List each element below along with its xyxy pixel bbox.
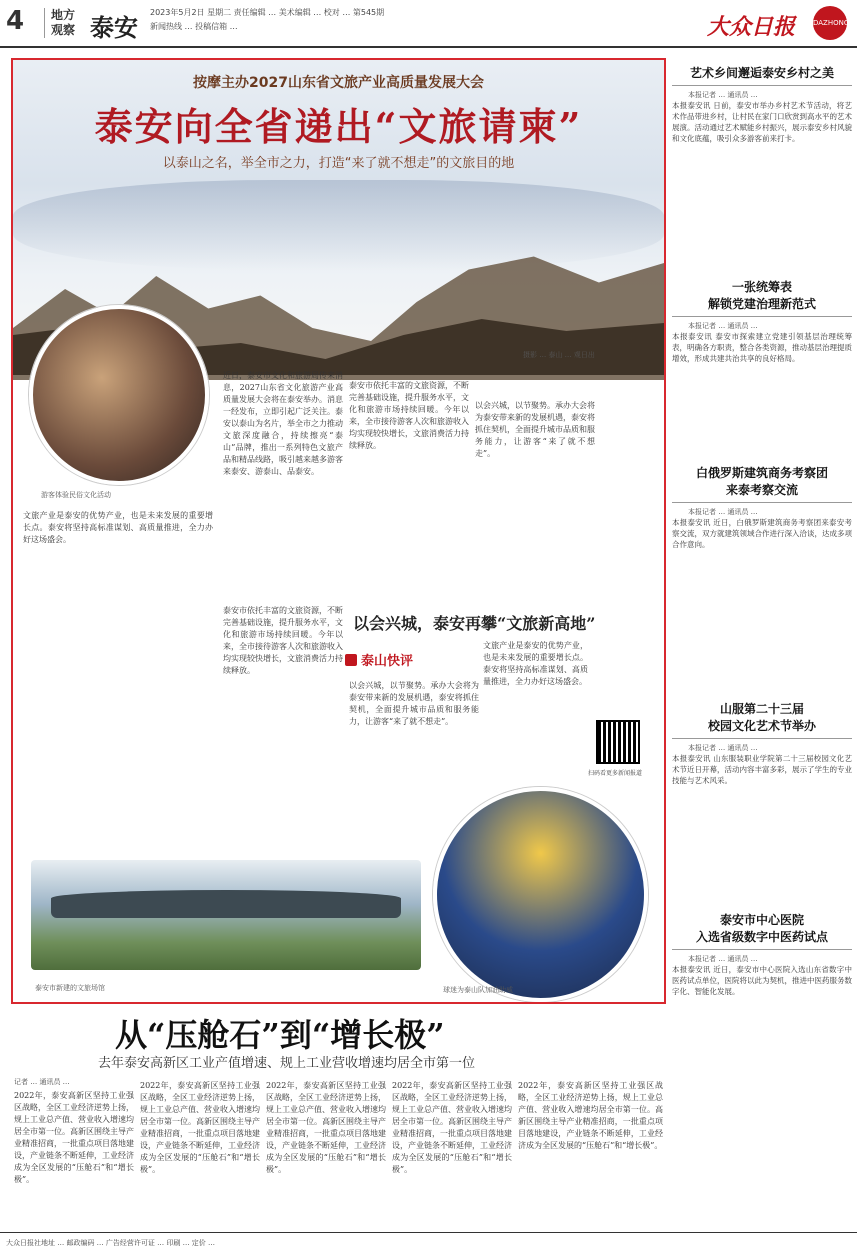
feature-col-left: 文旅产业是泰安的优势产业，也是未来发展的重要增长点。泰安将坚持高标准谋划、高质量推进，全力办好这场盛会。	[23, 511, 213, 544]
qr-caption: 扫码看更多新闻报道	[588, 770, 643, 777]
feature-col3: 以会兴城，以节聚势。承办大会将为泰安带来新的发展机遇，泰安将抓住契机，全面提升城市品质和服务能力，让游客“来了就不想走”。	[475, 401, 595, 458]
feature-kicker: 按摩主办2027山东省文旅产业高质量发展大会	[193, 75, 484, 91]
photo-folk-activity	[29, 305, 209, 485]
bottom-article-byline: 记者 … 通讯员 …	[14, 1078, 70, 1086]
building-roof	[51, 890, 401, 918]
feature-col4: 泰安市依托丰富的文旅资源，不断完善基础设施，提升服务水平，文化和旅游市场持续回暖。今年以来，全市接待游客人次和旅游收入均实现较快增长，文旅消费活力持续释放。	[223, 606, 343, 675]
header-meta-line1: 2023年5月2日 星期二 责任编辑 … 美术编辑 … 校对 … 第545期	[150, 8, 385, 17]
right-article-2-title-2: 解锁党建治理新范式	[707, 297, 816, 311]
page-footer: 大众日报社地址 … 邮政编码 … 广告经营许可证 … 印刷 … 定价 …	[0, 1232, 857, 1252]
right-article-4-body: 本报泰安讯 山东服装职业学院第二十三届校园文化艺术节近日开幕，活动内容丰富多彩，展示了学生的专业技能与艺术风采。	[672, 754, 852, 785]
divider	[672, 85, 852, 86]
bottom-col1: 2022年，泰安高新区坚持工业强区战略，全区工业经济逆势上扬，规上工业总产值、营业收入增速均居全市第一位。高新区围绕主导产业精准招商，一批重点项目落地建设，产业链条不断延伸，工业经济成为全区发展的“压舱石”和“增长极”。	[14, 1091, 134, 1184]
right-article-5-body: 本报泰安讯 近日，泰安市中心医院入选山东省数字中医药试点单位，医院将以此为契机，推进中医药服务数字化、智能化发展。	[672, 965, 852, 996]
divider	[672, 502, 852, 503]
commentary-col2: 文旅产业是泰安的优势产业，也是未来发展的重要增长点。泰安将坚持高标准谋划、高质量推进，全力办好这场盛会。	[483, 641, 588, 686]
photo2-caption: 球迷为泰山队加油助威	[443, 986, 513, 994]
right-article-4-title-2: 校园文化艺术节举办	[707, 719, 816, 733]
right-article-1-body: 本报泰安讯 日前，泰安市举办乡村艺术节活动，将艺术作品带进乡村，让村民在家门口欣赏到高水平的艺术展演。活动通过艺术赋能乡村振兴，展示泰安乡村风貌和文化底蕴，吸引众多游客前来打卡。	[672, 101, 852, 143]
city-name: 泰安	[90, 14, 138, 42]
building-caption: 泰安市新建的文旅场馆	[35, 984, 105, 992]
right-article-3-title-2: 来泰考察交流	[725, 483, 798, 497]
right-article-1-title: 艺术乡间邂逅泰安乡村之美	[689, 66, 834, 80]
page-number: 4	[6, 6, 25, 36]
right-article-2-byline: 本报记者 … 通讯员 …	[688, 322, 758, 330]
feature-title: 泰安向全省递出“文旅请柬”	[94, 104, 583, 149]
feature-mid-heading: 以会兴城，泰安再攀“文旅新高地”	[353, 614, 596, 633]
right-article-4-byline: 本报记者 … 通讯员 …	[688, 744, 758, 752]
right-article-3-byline: 本报记者 … 通讯员 …	[688, 508, 758, 516]
bottom-col2: 2022年，泰安高新区坚持工业强区战略，全区工业经济逆势上扬，规上工业总产值、营业收入增速均居全市第一位。高新区围绕主导产业精准招商，一批重点项目落地建设，产业链条不断延伸，工业经济成为全区发展的“压舱石”和“增长极”。	[140, 1081, 260, 1174]
bottom-col4: 2022年，泰安高新区坚持工业强区战略，全区工业经济逆势上扬，规上工业总产值、营业收入增速均居全市第一位。高新区围绕主导产业精准招商，一批重点项目落地建设，产业链条不断延伸，工业经济成为全区发展的“压舱石”和“增长极”。	[392, 1081, 512, 1174]
photo-football-fans	[433, 787, 648, 1002]
section-name: 地方观察	[44, 8, 82, 38]
divider	[672, 316, 852, 317]
photo1-caption: 游客体验民俗文化活动	[41, 491, 111, 499]
feature-story	[11, 58, 666, 1004]
right-article-3-body: 本报泰安讯 近日，白俄罗斯建筑商务考察团来泰安考察交流，双方就建筑领域合作进行深入洽谈，达成多项合作意向。	[672, 518, 852, 549]
right-article-5-title-1: 泰安市中心医院	[719, 913, 804, 927]
feature-col2: 泰安市依托丰富的文旅资源，不断完善基础设施，提升服务水平，文化和旅游市场持续回暖。今年以来，全市接待游客人次和旅游收入均实现较快增长，文旅消费活力持续释放。	[349, 381, 469, 450]
qr-code[interactable]	[596, 720, 640, 764]
right-article-5-title-2: 入选省级数字中医药试点	[695, 930, 828, 944]
page-header	[0, 0, 857, 48]
logo-mark: DAZHONG	[813, 6, 847, 40]
kuaiping-text: 泰山快评	[361, 654, 414, 669]
feature-subtitle: 以泰山之名，举全市之力，打造“来了就不想走”的文旅目的地	[162, 156, 515, 171]
header-meta	[150, 6, 384, 34]
bottom-col3: 2022年，泰安高新区坚持工业强区战略，全区工业经济逆势上扬，规上工业总产值、营业收入增速均居全市第一位。高新区围绕主导产业精准招商，一批重点项目落地建设，产业链条不断延伸，工业经济成为全区发展的“压舱石”和“增长极”。	[266, 1081, 386, 1174]
hero-caption: 摄影 … 泰山 … 观日出	[523, 351, 595, 359]
divider	[672, 949, 852, 950]
right-article-4-title-1: 山服第二十三届	[719, 702, 804, 716]
header-meta-line2: 新闻热线 … 投稿信箱 …	[150, 22, 238, 31]
bottom-article-title: 从“压舱石”到“增长极”	[115, 1016, 445, 1054]
comment-icon	[345, 654, 357, 666]
sea-of-clouds	[13, 180, 664, 270]
bottom-article-subtitle: 去年泰安高新区工业产值增速、规上工业营收增速均居全市第一位	[98, 1056, 476, 1071]
right-article-5-byline: 本报记者 … 通讯员 …	[688, 955, 758, 963]
photo-venue-building	[31, 860, 421, 970]
kuaiping-label	[345, 650, 413, 669]
commentary-col1: 以会兴城，以节聚势。承办大会将为泰安带来新的发展机遇，泰安将抓住契机，全面提升城市品质和服务能力，让游客“来了就不想走”。	[349, 681, 479, 726]
right-article-3-title-1: 白俄罗斯建筑商务考察团	[695, 466, 828, 480]
right-article-1-byline: 本报记者 … 通讯员 …	[688, 91, 758, 99]
logo-text: 大众日报	[707, 14, 796, 40]
right-article-2-title-1: 一张统筹表	[731, 280, 792, 294]
right-article-2-body: 本报泰安讯 泰安市探索建立党建引领基层治理统筹表，明确各方职责，整合各类资源，推动基层治理提质增效，形成共建共治共享的良好格局。	[672, 332, 852, 363]
divider	[672, 738, 852, 739]
bottom-col5: 2022年，泰安高新区坚持工业强区战略，全区工业经济逆势上扬，规上工业总产值、营业收入增速均居全市第一位。高新区围绕主导产业精准招商，一批重点项目落地建设，产业链条不断延伸，工业经济成为全区发展的“压舱石”和“增长极”。	[518, 1081, 663, 1150]
feature-col1: 近日，泰安市文化和旅游局传来消息，2027山东省文化旅游产业高质量发展大会将在泰安举办。消息一经发布，立即引起广泛关注。泰安以泰山为名片，举全市之力推动文旅深度融合，持续擦亮“泰山”品牌，推出一系列特色文旅产品和精品线路，吸引越来越多游客来泰安、游泰山、品泰安。	[223, 371, 343, 476]
newspaper-logo	[707, 6, 850, 44]
right-column	[672, 58, 852, 1230]
